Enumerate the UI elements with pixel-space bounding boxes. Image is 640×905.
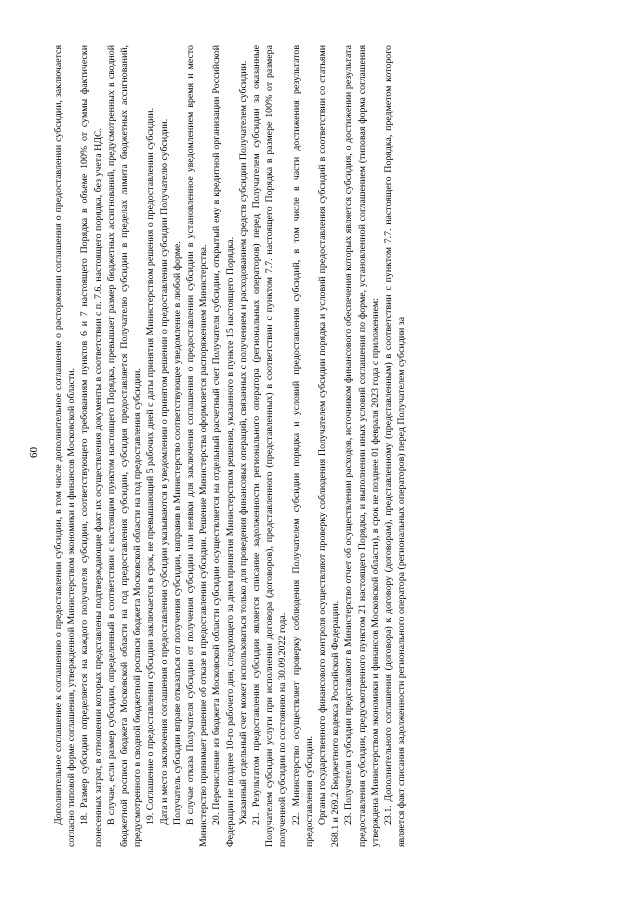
paragraph: 23. Получатели субсидии представляют в Министерство отчет об осуществлении расходов, источником финансового обеспечения которых является субсидия, о достижении результата предоставления субсидии, предусмотренного пунктом 21 настоящего Порядка, и выполнении иных условий соглашения по форме, установленной соглашением (типовая форма соглашения утверждена Министерством экономики и финансов Московской области), в срок не позднее 01 февраля 2023 года с приложением: [343, 45, 381, 847]
paragraph: 19. Соглашение о предоставлении субсидии заключается в срок, не превышающий 5 рабочих дней с даты принятия Министерством решения о предоставлении субсидии. [145, 107, 157, 825]
paragraph: В случае, если размер субсидии, определенный в соответствии с настоящим пунктом настоящего Порядка, превышает размер бюджетных ассигнований, предусмотренных в сводной бюджетной росписи бюджета Московской области на год предоставления субсидии, субсидия предоставляется Получателю субсидии в пределах лимита бюджетных ассигнований, предусмотренного в сводной бюджетной росписи бюджета Московской области на год предоставления субсидии. [105, 45, 144, 847]
paragraph: 20. Перечисление из бюджета Московской области субсидии осуществляется на отдельный расчетный счет Получателя субсидии, открытый ему в кредитной организации Российской Федерации не позднее 10-го рабочего дня, следующего за днем принятия Министерством решения, указанного в пункте 15 настоящего Порядка. [211, 45, 236, 847]
paragraph: Органы государственного финансового контроля осуществляют проверку соблюдения Получателем субсидии порядка и условий предоставления субсидий в соответствии со статьями 268.1 и 269.2 Бюджетного кодекса Российской Федерации. [317, 45, 342, 847]
paragraph: Дата и место заключения соглашения о предоставлении субсидии указываются в уведомлении о принятом решении о предоставлении субсидии Получателю субсидии. [158, 118, 170, 825]
document-body [52, 45, 408, 847]
paragraph: 22. Министерство осуществляет проверку соблюдения Получателем субсидии порядка и условий предоставления субсидий, в том числе в части достижения результатов предоставления субсидии. [290, 45, 315, 847]
page-number: 60 [28, 447, 40, 458]
paragraph: Указанный отдельный счет может использоваться только для проведения финансовых операций, связанных с получением и расходованием средств субсидии Получателем субсидии. [237, 60, 249, 825]
paragraph: Дополнительное соглашение к соглашению о предоставлении субсидии, в том числе дополнительное соглашение о расторжении соглашения о предоставлении субсидии, заключается согласно типовой форме соглашения, утвержденной Министерством экономики и финансов Московской области. [53, 45, 78, 847]
paragraph: 21. Результатом предоставления субсидии является списание задолженности регионального оператора (региональных операторов) перед Получателем субсидии за оказанные Получателем субсидии услуги при исполнении договора (договоров), представленного (представленных) в соответствии с пунктом 7.7. настоящего Порядка в размере 100% от размера полученной субсидии по состоянию на 30.09.2022 года. [251, 45, 289, 847]
paragraph: Получатель субсидии вправе отказаться от получения субсидии, направив в Министерство соответствующее уведомление в любой форме. [171, 241, 183, 825]
paragraph: 23.1. Дополнительного соглашения (договора) к договору (договорам), представленному (представленным) в соответствии с пунктом 7.7. настоящего Порядка, предметом которого является факт списания задолженности регионального оператора (региональных операторов) перед Получателем субсидии за [383, 45, 408, 847]
paragraph: В случае отказа Получателя субсидии от получения субсидии или неявки для заключения соглашения о предоставлении субсидии в установленное уведомлением время и место Министерство принимает решение об отказе в предоставлении субсидии. Решение Министерства оформляется распоряжением Министерства. [185, 45, 210, 847]
paragraph: 18. Размер субсидии определяется на каждого получателя субсидии, соответствующего требованиям пунктов 6 и 7 настоящего Порядка в объеме 100% от суммы фактически понесенных затрат, в отношении которых представлены подтверждающие факт их осуществления документы в соответствии с п. 7.6. настоящего порядка, без учета НДС. [79, 45, 104, 847]
